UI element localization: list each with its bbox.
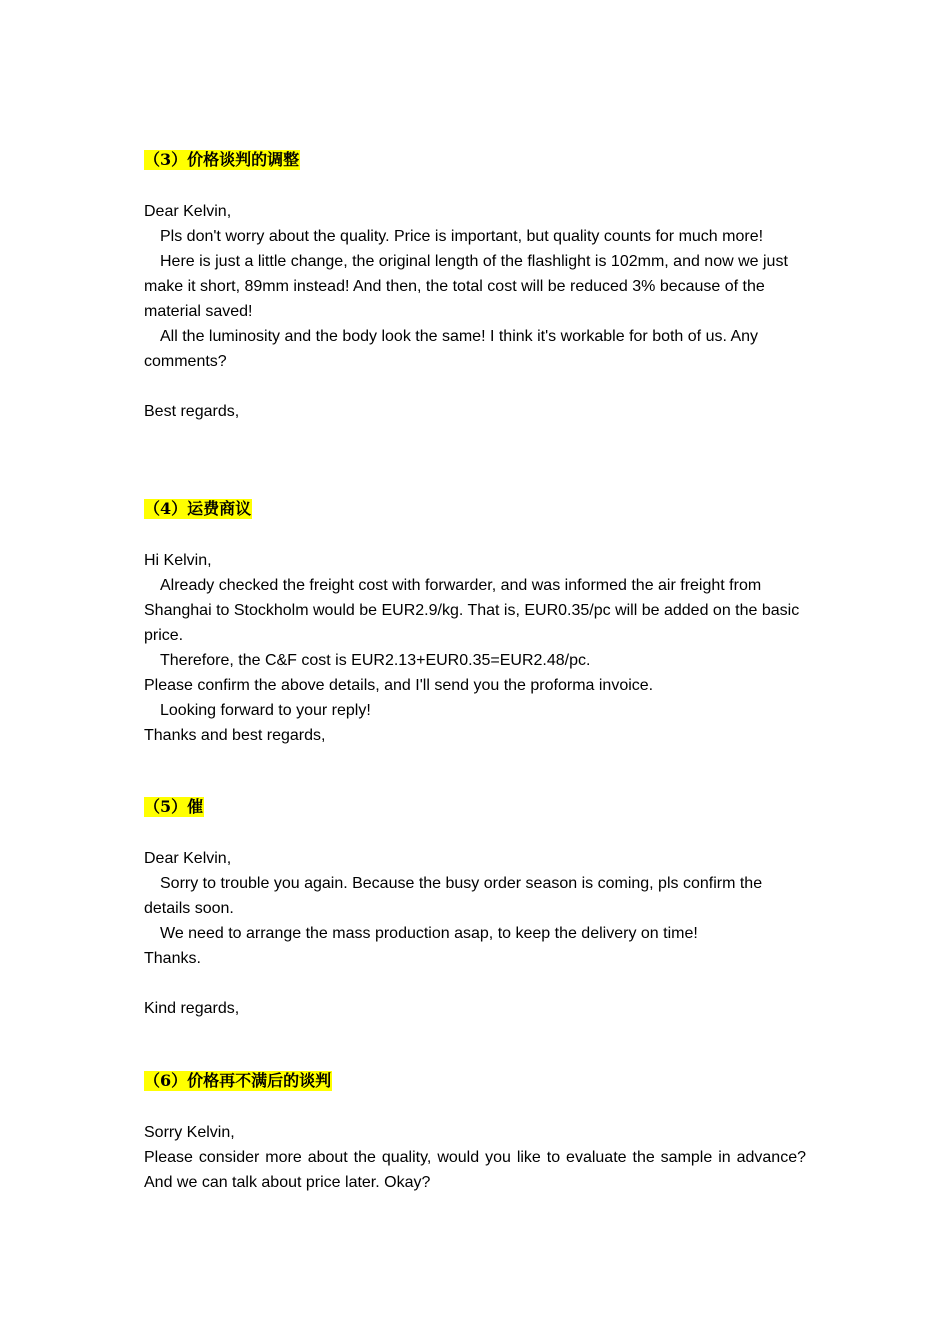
section-heading: （6）价格再不满后的谈判 [144, 1071, 332, 1090]
email-3 [144, 199, 806, 424]
closing: Thanks and best regards, [144, 727, 326, 744]
paragraph: Already checked the freight cost with forwarder, and was informed the air freight from Shanghai to Stockholm would be EUR2.9/kg. That is, EUR0.35/pc will be added on the basic price. [144, 577, 800, 644]
blank-line [144, 374, 806, 399]
paragraph: Looking forward to your reply! [160, 702, 371, 719]
section-heading-6 [144, 1071, 806, 1091]
section-heading-3 [144, 150, 806, 170]
document-page [144, 0, 806, 1344]
section-heading-4 [144, 499, 806, 519]
closing: Best regards, [144, 403, 240, 420]
section-heading: （3）价格谈判的调整 [144, 150, 300, 169]
paragraph: We need to arrange the mass production asap, to keep the delivery on time! [160, 925, 698, 942]
paragraph: Please confirm the above details, and I'll send you the proforma invoice. [144, 677, 654, 694]
closing: Kind regards, [144, 1000, 240, 1017]
paragraph: Therefore, the C&F cost is EUR2.13+EUR0.35=EUR2.48/pc. [160, 652, 591, 669]
greeting: Dear Kelvin, [144, 850, 232, 867]
email-4 [144, 548, 806, 748]
greeting: Dear Kelvin, [144, 203, 232, 220]
email-5 [144, 846, 806, 1021]
paragraph: Pls don't worry about the quality. Price is important, but quality counts for much more! [160, 228, 764, 245]
greeting: Sorry Kelvin, [144, 1124, 235, 1141]
blank-line [144, 971, 806, 996]
section-heading: （4）运费商议 [144, 499, 252, 518]
paragraph: Sorry to trouble you again. Because the busy order season is coming, pls confirm the details soon. [144, 875, 763, 917]
paragraph: Please consider more about the quality, would you like to evaluate the sample in advance? And we can talk about price later. Okay? [144, 1149, 806, 1191]
greeting: Hi Kelvin, [144, 552, 212, 569]
section-heading-5 [144, 797, 806, 817]
section-heading: （5）催 [144, 797, 204, 816]
paragraph: All the luminosity and the body look the same! I think it's workable for both of us. Any comments? [144, 328, 759, 370]
email-6 [144, 1120, 806, 1195]
paragraph: Here is just a little change, the original length of the flashlight is 102mm, and now we just make it short, 89mm instead! And then, the total cost will be reduced 3% because of the material saved! [144, 253, 788, 320]
thanks: Thanks. [144, 950, 201, 967]
